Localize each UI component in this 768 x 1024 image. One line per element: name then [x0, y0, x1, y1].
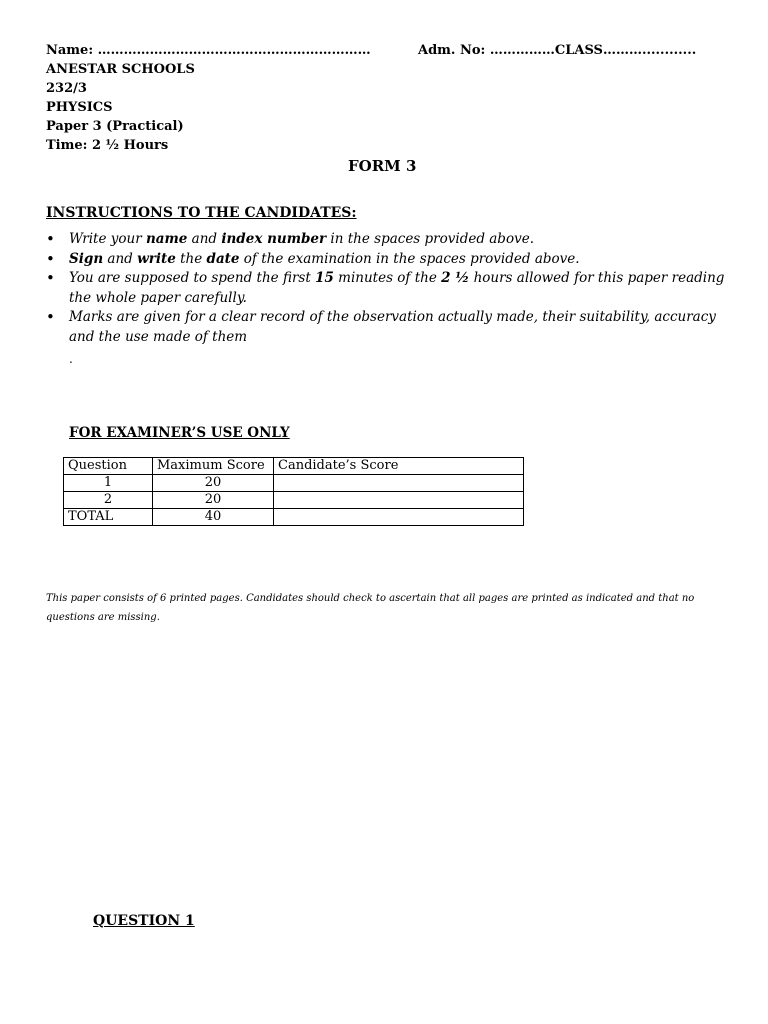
- candidate-total-cell: [274, 509, 524, 526]
- table-row: [64, 475, 524, 492]
- instruction-text: and: [187, 231, 222, 247]
- name-field: [46, 43, 371, 58]
- table-row: [64, 492, 524, 509]
- class-dots: ………............: [602, 43, 697, 58]
- max-score: 20: [153, 475, 274, 492]
- paper-code: 232/3: [46, 81, 87, 96]
- total-label: TOTAL: [64, 509, 153, 526]
- instruction-item: [46, 250, 726, 270]
- candidate-score-cell: [274, 475, 524, 492]
- instruction-text: and: [103, 250, 138, 267]
- instructions-heading: INSTRUCTIONS TO THE CANDIDATES:: [46, 205, 357, 221]
- total-max-score: 40: [153, 509, 274, 526]
- instruction-emphasis: index number: [221, 231, 327, 247]
- instructions-list: [46, 230, 726, 347]
- instruction-text: Write your: [69, 231, 146, 247]
- name-dots: ………………………………………………………: [97, 43, 371, 58]
- instruction-item: [46, 269, 726, 308]
- table-row-total: [64, 509, 524, 526]
- instruction-text: You are supposed to spend the first: [69, 270, 316, 286]
- form-title: FORM 3: [348, 157, 417, 175]
- trailing-dot: .: [69, 352, 73, 366]
- instruction-emphasis: 15: [315, 270, 334, 286]
- instruction-item: [46, 230, 726, 250]
- paper-title: Paper 3 (Practical): [46, 119, 184, 134]
- score-table: [63, 457, 524, 526]
- subject: PHYSICS: [46, 100, 113, 115]
- adm-class-field: [418, 43, 696, 58]
- score-table-header: [64, 458, 524, 475]
- instruction-emphasis: Sign: [69, 250, 104, 267]
- question-number: 2: [64, 492, 153, 509]
- pages-note: This paper consists of 6 printed pages. Candidates should check to ascertain that all pages are printed as indicated and that no questions are missing.: [46, 593, 695, 623]
- question-1-heading: QUESTION 1: [93, 913, 195, 929]
- examiner-heading: FOR EXAMINER’S USE ONLY: [69, 425, 290, 441]
- class-label: CLASS: [554, 43, 603, 58]
- instruction-item: [46, 308, 726, 347]
- col-candidate-score: Candidate’s Score: [274, 458, 524, 475]
- adm-dots: ……………: [489, 43, 555, 58]
- instruction-text: hours allowed for this paper reading the whole paper carefully.: [69, 270, 725, 306]
- instruction-emphasis: name: [145, 231, 188, 247]
- question-number: 1: [64, 475, 153, 492]
- col-max-score: Maximum Score: [153, 458, 274, 475]
- time-allowed: Time: 2 ½ Hours: [46, 138, 169, 153]
- name-label: Name:: [46, 43, 94, 58]
- instruction-text: of the examination in the spaces provided above.: [239, 250, 580, 267]
- instruction-emphasis: date: [206, 250, 240, 267]
- school-name: ANESTAR SCHOOLS: [46, 62, 195, 77]
- instruction-text: Marks are given for a clear record of the observation actually made, their suitability, accuracy and the use made of them: [69, 309, 716, 345]
- instruction-emphasis: 2 ½: [441, 270, 470, 286]
- instruction-text: in the spaces provided above.: [326, 231, 534, 247]
- adm-label: Adm. No:: [418, 43, 486, 58]
- candidate-score-cell: [274, 492, 524, 509]
- max-score: 20: [153, 492, 274, 509]
- instruction-text: minutes of the: [333, 270, 442, 286]
- instruction-emphasis: write: [137, 250, 176, 267]
- col-question: Question: [64, 458, 153, 475]
- instruction-text: the: [175, 250, 207, 267]
